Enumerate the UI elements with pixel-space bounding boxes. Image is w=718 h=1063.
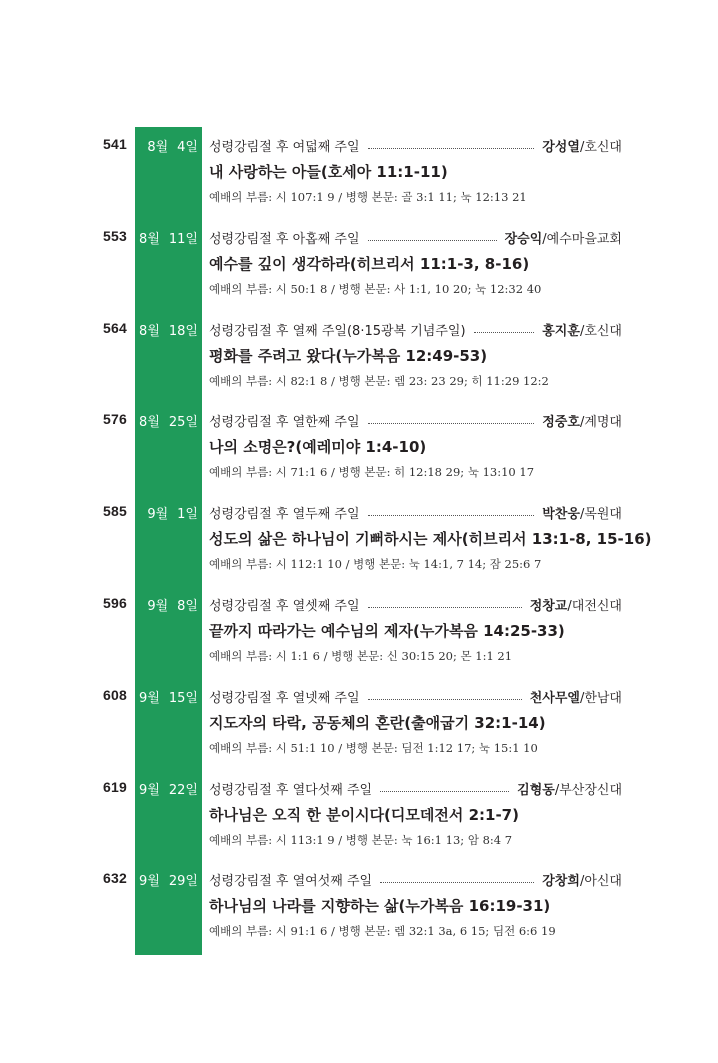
preacher (530, 687, 622, 706)
date-month: 9월 (139, 874, 160, 890)
date-day: 15일 (168, 690, 198, 706)
scripture-readings: 예배의 부름: 시 50:1 8 / 병행 본문: 사 1:1, 10 20; 눅 12:32 40 (209, 281, 542, 296)
date-day: 11일 (168, 231, 198, 247)
preacher (542, 503, 622, 522)
preacher-name: 강창희 (542, 874, 580, 890)
preacher-affiliation: /계명대 (579, 415, 622, 431)
scripture-readings: 예배의 부름: 시 51:1 10 / 병행 본문: 딤전 1:12 17; 눅 15:1 10 (209, 740, 538, 755)
occasion-line (209, 503, 622, 523)
sermon-date (135, 503, 198, 522)
occasion-line (209, 870, 622, 890)
sermon-date (135, 320, 198, 339)
sermon-title: 하나님의 나라를 지향하는 삶(누가복음 16:19-31) (209, 897, 551, 916)
preacher (542, 411, 622, 430)
sermon-date (135, 595, 198, 614)
date-day: 1일 (177, 507, 198, 523)
preacher-name: 김형동 (517, 782, 555, 798)
preacher-name: 정창교 (529, 599, 568, 614)
date-month: 8월 (147, 140, 169, 155)
preacher (517, 779, 622, 798)
date-month: 8월 (139, 415, 160, 431)
scripture-readings: 예배의 부름: 시 91:1 6 / 병행 본문: 렘 32:1 3a, 6 15; 딤전 6:6 19 (209, 924, 556, 939)
date-month: 9월 (147, 507, 169, 523)
sermon-date (135, 411, 198, 430)
scripture-readings: 예배의 부름: 시 82:1 8 / 병행 본문: 렘 23: 23 29; 히 11:29 12:2 (209, 373, 549, 388)
sermon-entry (0, 773, 718, 861)
sermon-title: 끝까지 따라가는 예수님의 제자(누가복음 14:25-33) (209, 622, 565, 640)
page-number: 596 (103, 595, 127, 611)
preacher-name: 정중호 (542, 415, 580, 431)
liturgical-occasion: 성령강림절 후 열다섯째 주일 (209, 782, 373, 798)
preacher-affiliation: /한남대 (579, 690, 622, 706)
occasion-line (209, 228, 622, 248)
preacher-name: 홍지훈 (542, 323, 580, 339)
sermon-date (135, 870, 198, 889)
sermon-title: 예수를 깊이 생각하라(히브리서 11:1-3, 8-16) (209, 254, 530, 273)
dot-leader (368, 423, 534, 424)
page-number: 564 (103, 319, 127, 336)
occasion-line (209, 779, 622, 799)
date-day: 4일 (177, 140, 198, 155)
page-number: 576 (103, 411, 127, 428)
sermon-title: 지도자의 타락, 공동체의 혼란(출애굽기 32:1-14) (209, 713, 546, 732)
occasion-line (209, 595, 622, 615)
page-number: 553 (103, 227, 127, 244)
date-day: 8일 (177, 599, 198, 614)
liturgical-occasion: 성령강림절 후 열셋째 주일 (209, 599, 360, 614)
occasion-line (209, 320, 622, 340)
dot-leader (380, 882, 534, 883)
date-month: 9월 (139, 782, 160, 798)
date-day: 25일 (168, 415, 198, 431)
preacher-affiliation: /아신대 (579, 874, 622, 890)
liturgical-occasion: 성령강림절 후 여덟째 주일 (209, 140, 360, 155)
preacher (505, 228, 622, 247)
sermon-date (135, 136, 198, 155)
date-day: 29일 (168, 874, 198, 890)
preacher-name: 강성열 (542, 140, 580, 155)
sermon-entry (0, 864, 718, 952)
liturgical-occasion: 성령강림절 후 열한째 주일 (209, 415, 360, 431)
sermon-entry (0, 222, 718, 310)
scripture-readings: 예배의 부름: 시 71:1 6 / 병행 본문: 히 12:18 29; 눅 13:10 17 (209, 465, 535, 480)
sermon-title: 내 사랑하는 아들(호세아 11:1-11) (209, 163, 448, 181)
scripture-readings: 예배의 부름: 시 113:1 9 / 병행 본문: 눅 16:1 13; 암 8:4 7 (209, 832, 513, 847)
liturgical-occasion: 성령강림절 후 열넷째 주일 (209, 690, 360, 706)
page-number: 541 (103, 136, 127, 152)
occasion-line (209, 411, 622, 431)
sermon-entry (0, 497, 718, 585)
page-number: 619 (103, 778, 127, 795)
date-day: 18일 (168, 323, 198, 339)
date-month: 8월 (139, 323, 160, 339)
dot-leader (368, 240, 497, 241)
date-month: 9월 (139, 690, 160, 706)
sermon-title: 평화를 주려고 왔다(누가복음 12:49-53) (209, 346, 488, 365)
page-number: 632 (103, 870, 127, 887)
preacher (542, 320, 622, 339)
scripture-readings: 예배의 부름: 시 112:1 10 / 병행 본문: 눅 14:1, 7 14; 잠 25:6 7 (209, 557, 542, 572)
preacher-affiliation: /목원대 (579, 507, 622, 523)
preacher (530, 595, 622, 614)
sermon-date (135, 779, 198, 798)
occasion-line (209, 136, 622, 156)
scripture-readings: 예배의 부름: 시 107:1 9 / 병행 본문: 골 3:1 11; 눅 12:13 21 (209, 190, 527, 204)
sermon-date (135, 228, 198, 247)
preacher-affiliation: /호신대 (579, 323, 622, 339)
sermon-date (135, 687, 198, 706)
dot-leader (474, 332, 534, 333)
dot-leader (368, 515, 534, 516)
date-day: 22일 (168, 782, 198, 798)
preacher-affiliation: /예수마을교회 (542, 231, 622, 247)
page-number: 608 (103, 686, 127, 703)
preacher-affiliation: /대전신대 (567, 599, 622, 614)
preacher (542, 136, 622, 155)
page-number: 585 (103, 503, 127, 520)
date-month: 9월 (147, 599, 169, 614)
preacher-name: 천사무엘 (529, 690, 580, 706)
dot-leader (368, 699, 522, 700)
dot-leader (368, 607, 522, 608)
preacher-name: 박찬웅 (542, 507, 580, 523)
dot-leader (368, 148, 534, 149)
scripture-readings: 예배의 부름: 시 1:1 6 / 병행 본문: 신 30:15 20; 몬 1:1 21 (209, 649, 513, 663)
preacher-name: 장승익 (504, 231, 543, 247)
preacher (542, 870, 622, 889)
sermon-title: 성도의 삶은 하나님이 기뻐하시는 제사(히브리서 13:1-8, 15-16) (209, 530, 652, 549)
sermon-entry (0, 681, 718, 769)
liturgical-occasion: 성령강림절 후 열두째 주일 (209, 507, 360, 523)
preacher-affiliation: /호신대 (579, 140, 622, 155)
sermon-entry (0, 589, 718, 677)
liturgical-occasion: 성령강림절 후 열여섯째 주일 (209, 874, 373, 890)
dot-leader (380, 791, 509, 792)
occasion-line (209, 687, 622, 707)
sermon-entry (0, 405, 718, 493)
liturgical-occasion: 성령강림절 후 열째 주일(8·15광복 기념주일) (209, 323, 466, 339)
liturgical-occasion: 성령강림절 후 아홉째 주일 (209, 231, 360, 247)
date-month: 8월 (139, 231, 160, 247)
preacher-affiliation: /부산장신대 (554, 782, 622, 798)
sermon-title: 나의 소명은?(예레미야 1:4-10) (209, 438, 427, 457)
sermon-title: 하나님은 오직 한 분이시다(디모데전서 2:1-7) (209, 805, 519, 824)
sermon-entry (0, 314, 718, 402)
sermon-entry (0, 130, 718, 218)
